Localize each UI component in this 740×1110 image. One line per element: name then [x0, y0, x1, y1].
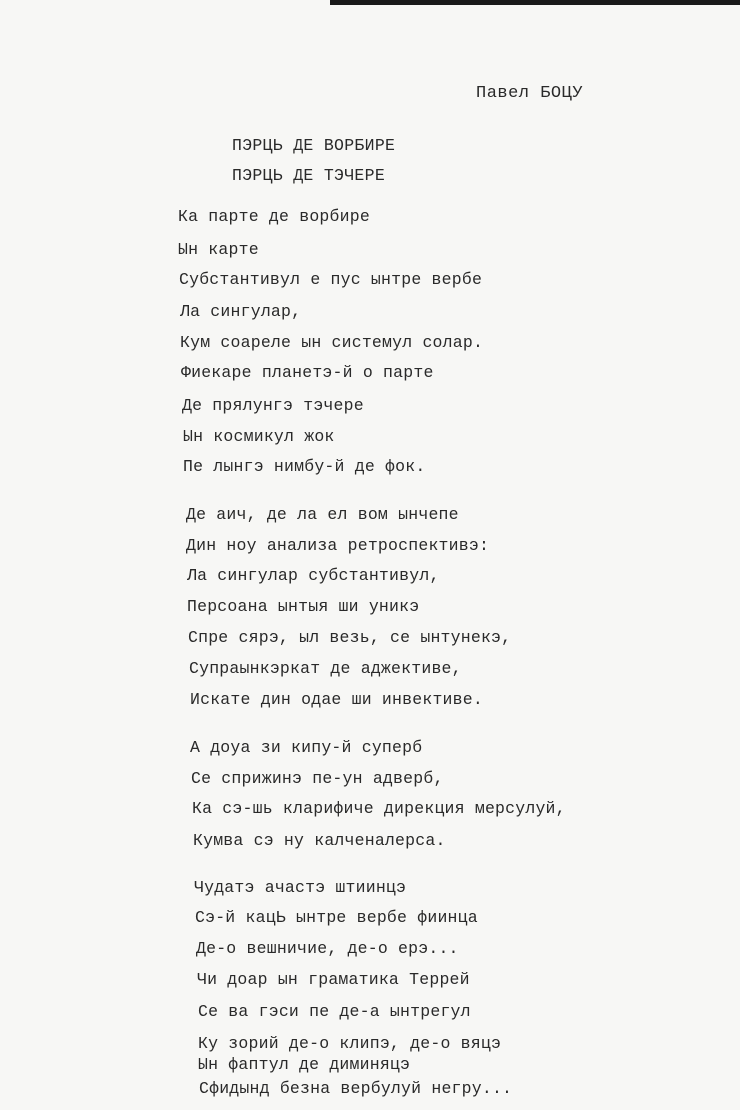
page-top-shadow — [330, 0, 740, 5]
poem-line: Ку зорий де-о клипэ, де-о вяцэ — [198, 1034, 502, 1053]
poem-line: Ка сэ-шь кларифиче дирекция мерсулуй, — [192, 799, 566, 818]
poem-line: Спре сярэ, ыл везь, се ынтунекэ, — [188, 628, 512, 647]
poem-line: Се ва гэси пе де-а ынтрегул — [198, 1002, 471, 1021]
poem-line: Де-о вешничие, де-о ерэ... — [196, 939, 459, 958]
poem-line: Де прялунгэ тэчере — [182, 396, 364, 415]
author-name: Павел БОЦУ — [476, 84, 584, 103]
poem-line: Ын космикул жок — [183, 427, 335, 446]
poem-line: Кум соареле ын системул солар. — [180, 333, 484, 352]
poem-line: Ла сингулар, — [180, 302, 302, 321]
poem-line: Пе лынгэ нимбу-й де фок. — [183, 457, 426, 476]
poem-line: Ын фаптул де диминяцэ — [198, 1055, 411, 1074]
poem-line: Супраынкэркат де аджективе, — [189, 659, 462, 678]
poem-line: Ын карте — [178, 240, 259, 259]
poem-title-line-1: ПЭРЦЬ ДЕ ВОРБИРЕ — [232, 136, 396, 155]
poem-line: Сэ-й кацЬ ынтре вербе фиинца — [195, 908, 478, 927]
poem-line: Чудатэ ачастэ штиинцэ — [194, 878, 407, 897]
poem-line: Дин ноу анализа ретроспективэ: — [186, 536, 490, 555]
poem-line: А доуа зи кипу-й суперб — [190, 738, 423, 757]
poem-title-line-2: ПЭРЦЬ ДЕ ТЭЧЕРЕ — [232, 166, 386, 185]
poem-line: Кумва сэ ну калченалерса. — [193, 831, 446, 850]
poem-line: Субстантивул е пус ынтре вербе — [179, 270, 483, 289]
poem-line: Де аич, де ла ел вом ынчепе — [186, 505, 459, 524]
poem-line: Чи доар ын граматика Террей — [197, 970, 470, 989]
poem-line: Се сприжинэ пе-ун адверб, — [191, 769, 444, 788]
poem-line: Искате дин одае ши инвективе. — [190, 690, 483, 709]
poem-line: Ла сингулар субстантивул, — [187, 566, 440, 585]
poem-line: Ка парте де ворбире — [178, 207, 370, 226]
poem-line: Персоана ынтыя ши уникэ — [187, 597, 420, 616]
poem-line: Фиекаре планетэ-й о парте — [181, 363, 434, 382]
poem-line: Сфидынд безна вербулуй негру... — [199, 1079, 513, 1098]
